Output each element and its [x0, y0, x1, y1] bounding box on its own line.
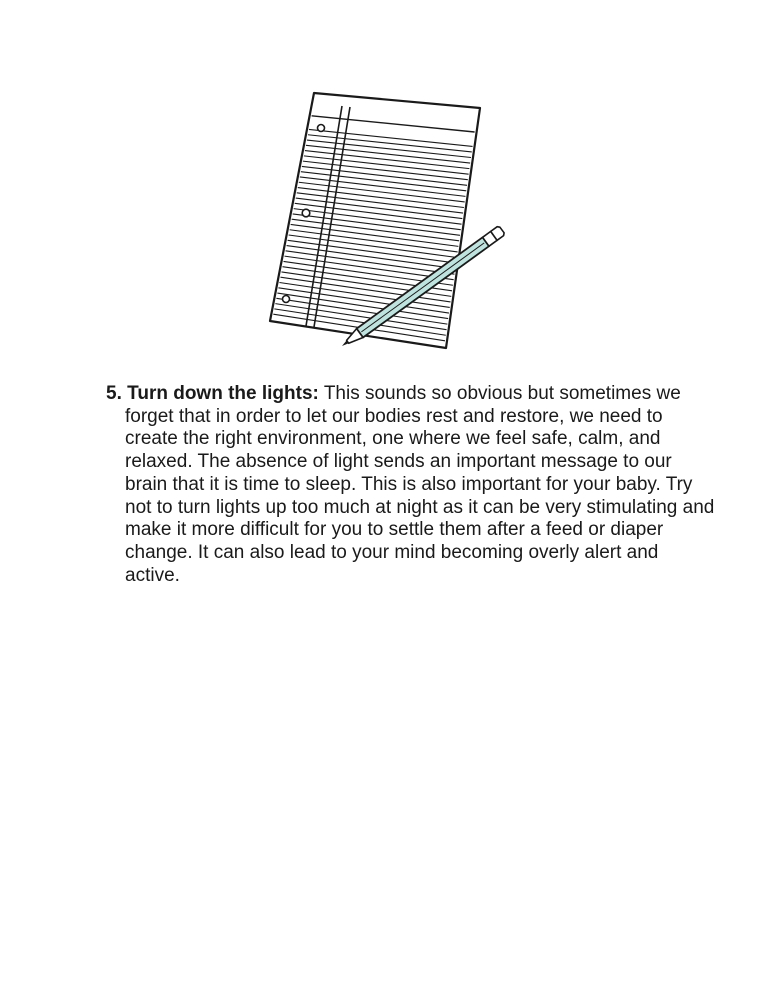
tip-title: Turn down the lights: — [127, 383, 319, 404]
tip-paragraph — [106, 383, 715, 587]
hole-punch — [318, 125, 325, 132]
tip-body: This sounds so obvious but sometimes we forget that in order to let our bodies rest and restore, we need to create the right environment, one where we feel safe, calm, and relaxed. The absence of light sends an important message to our brain that it is time to sleep. This is also important for your baby. Try not to turn lights up too much at night as it can be very stimulating and make it more difficult for you to settle them after a feed or diaper change. It can also lead to your mind becoming overly alert and active. — [125, 383, 715, 586]
tip-heading — [106, 383, 319, 404]
hole-punch — [302, 209, 310, 217]
notebook-paper-pencil-icon — [262, 86, 512, 354]
notebook-paper-illustration — [262, 86, 512, 354]
tip-number: 5. — [106, 383, 122, 404]
hole-punch — [283, 296, 290, 303]
